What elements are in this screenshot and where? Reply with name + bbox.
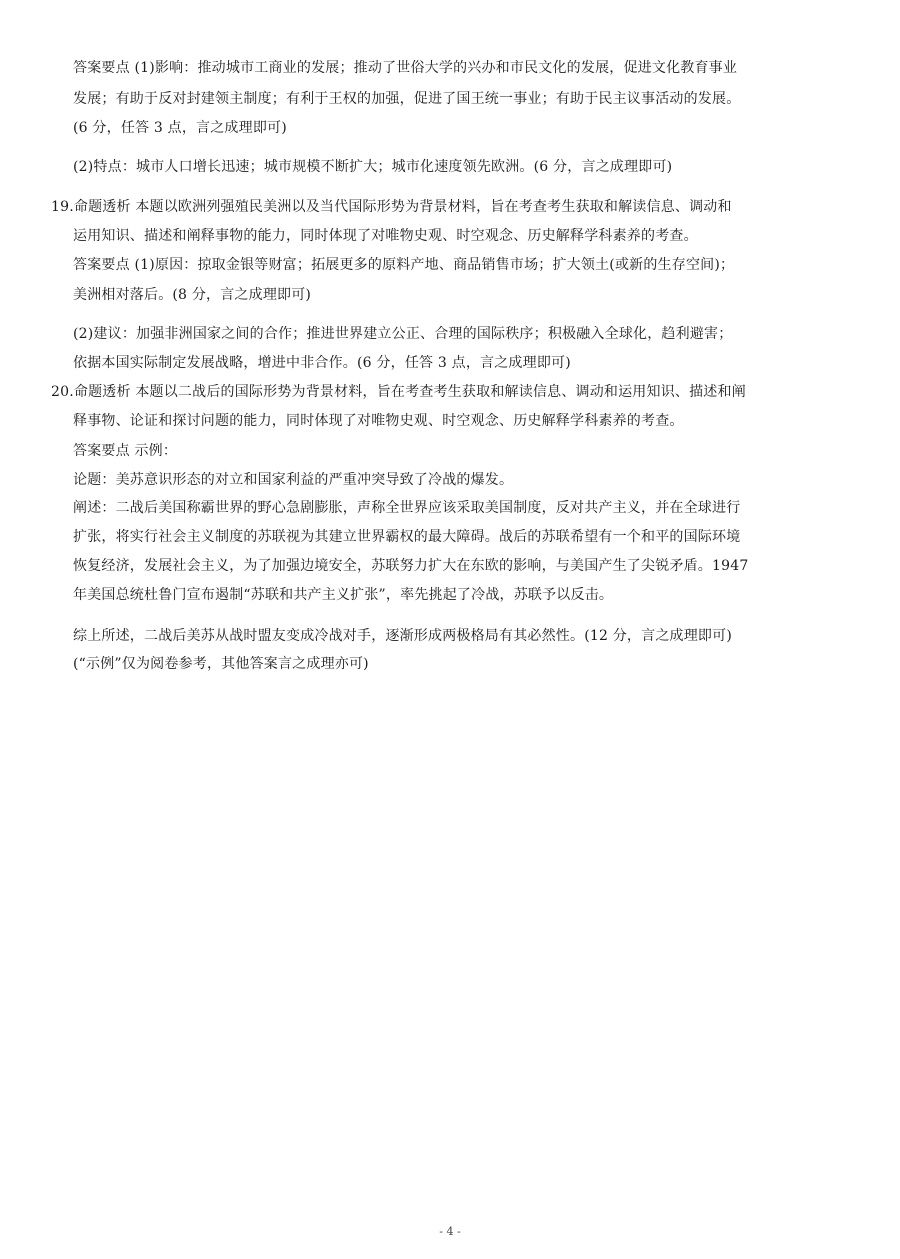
q20-elaboration-line3: 恢复经济，发展社会主义，为了加强边境安全，苏联努力扩大在东欧的影响，与美国产生了尖锐矛盾。1947 xyxy=(73,558,749,574)
q19-analysis-line2: 运用知识、描述和阐释事物的能力，同时体现了对唯物史观、时空观念、历史解释学科素养的考查。 xyxy=(73,228,698,244)
q18-answer-part2: (2)特点：城市人口增长迅速；城市规模不断扩大；城市化速度领先欧洲。(6 分，言之成理即可) xyxy=(73,159,673,175)
page-number: - 4 - xyxy=(439,1225,461,1238)
q20-note: (“示例”仅为阅卷参考，其他答案言之成理亦可) xyxy=(73,656,369,672)
q20-thesis: 论题：美苏意识形态的对立和国家利益的严重冲突导致了冷战的爆发。 xyxy=(73,472,514,488)
q18-answer-part1-line1: 答案要点 (1)影响：推动城市工商业的发展；推动了世俗大学的兴办和市民文化的发展，促进文化教育事业 xyxy=(73,60,738,76)
q19-answer-part1-line2: 美洲相对落后。(8 分，言之成理即可) xyxy=(73,287,312,303)
q20-analysis-line2: 释事物、论证和探讨问题的能力，同时体现了对唯物史观、时空观念、历史解释学科素养的考查。 xyxy=(73,413,684,429)
q20-elaboration-line2: 扩张，将实行社会主义制度的苏联视为其建立世界霸权的最大障碍。战后的苏联希望有一个和平的国际环境 xyxy=(73,529,741,545)
q19-analysis-line1: 19.命题透析 本题以欧洲列强殖民美洲以及当代国际形势为背景材料，旨在考查考生获取和解读信息、调动和 xyxy=(51,199,732,215)
q20-elaboration-line4: 年美国总统杜鲁门宣布遏制“苏联和共产主义扩张”，率先挑起了冷战，苏联予以反击。 xyxy=(73,587,614,603)
q19-answer-part1-line1: 答案要点 (1)原因：掠取金银等财富；拓展更多的原料产地、商品销售市场；扩大领土(或新的生存空间)； xyxy=(73,257,735,273)
q18-answer-part1-line3: (6 分，任答 3 点，言之成理即可) xyxy=(73,120,287,136)
q19-answer-part2-line1: (2)建议：加强非洲国家之间的合作；推进世界建立公正、合理的国际秩序；积极融入全球化，趋利避害； xyxy=(73,326,733,342)
q19-answer-part2-line2: 依据本国实际制定发展战略，增进中非合作。(6 分，任答 3 点，言之成理即可) xyxy=(73,355,571,371)
q20-answer-intro: 答案要点 示例： xyxy=(73,443,178,459)
q20-elaboration-line1: 阐述：二战后美国称霸世界的野心急剧膨胀，声称全世界应该采取美国制度，反对共产主义，并在全球进行 xyxy=(73,500,741,516)
q18-answer-part1-line2: 发展；有助于反对封建领主制度；有利于王权的加强，促进了国王统一事业；有助于民主议事活动的发展。 xyxy=(73,91,741,107)
q20-conclusion: 综上所述，二战后美苏从战时盟友变成冷战对手，逐渐形成两极格局有其必然性。(12 分，言之成理即可) xyxy=(73,628,732,644)
q20-analysis-line1: 20.命题透析 本题以二战后的国际形势为背景材料，旨在考查考生获取和解读信息、调动和运用知识、描述和阐 xyxy=(51,384,746,400)
